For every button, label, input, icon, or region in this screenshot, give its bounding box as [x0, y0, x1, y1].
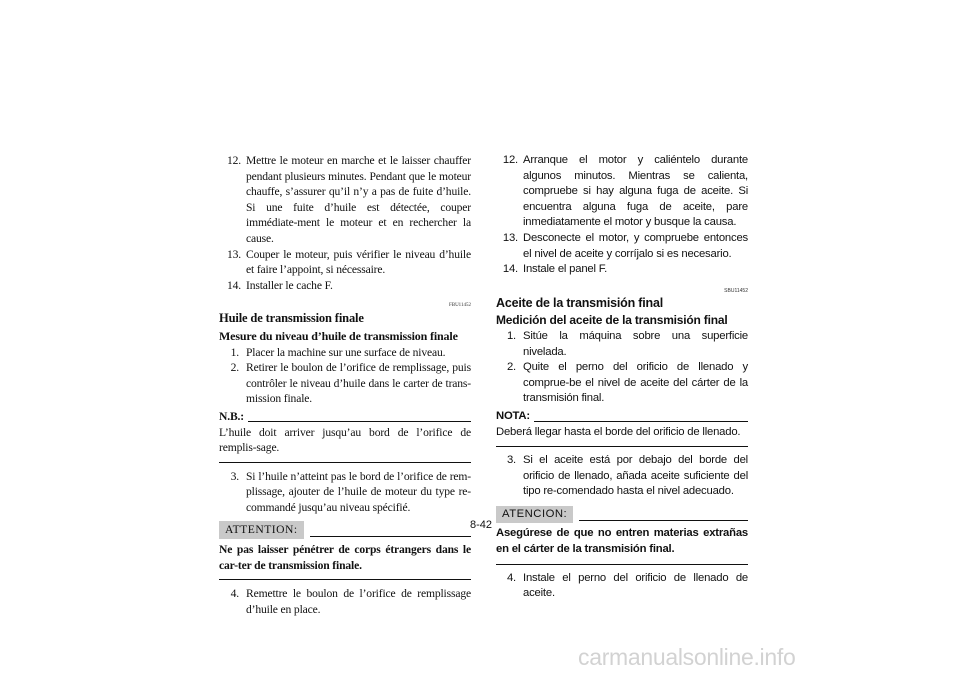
- step-text: Placer la machine sur une surface de niveau.: [246, 345, 446, 359]
- step-text: Sitúe la máquina sobre una superficie nivelada.: [523, 329, 748, 358]
- warning-rule: [310, 536, 471, 537]
- step-text: Si l’huile n’atteint pas le bord de l’orifice de rem-plissage, ajouter de l’huile de moteur du type re-commandé jusqu’au niveau spécifié.: [246, 469, 471, 514]
- step-number: 12.: [502, 154, 518, 166]
- section-code: SBU11452: [724, 287, 748, 294]
- es-substep-1: [496, 329, 748, 360]
- step-number: 1.: [506, 329, 516, 342]
- es-substep-2: [496, 360, 748, 407]
- step-text: Desconecte el motor, y compruebe entonces el nivel de aceite y corríjalo si es necesario.: [523, 231, 748, 260]
- fr-step-12: [219, 153, 471, 247]
- fr-substep-4: [219, 586, 471, 617]
- step-number: 3.: [230, 469, 239, 483]
- warning-text: Asegúrese de que no entren materias extrañas en el cárter de la transmisión final.: [496, 527, 748, 556]
- warning-rule: [579, 520, 748, 521]
- note-label: NOTA:: [496, 409, 530, 422]
- step-number: 12.: [226, 154, 241, 167]
- es-step-14: [496, 262, 748, 278]
- step-number: 14.: [502, 263, 518, 276]
- section-code: FBU11452: [448, 303, 471, 309]
- es-step-13: [496, 231, 748, 262]
- note-header: [219, 409, 471, 425]
- warning-header: [219, 521, 471, 539]
- es-step-12: [496, 153, 748, 231]
- note-rule: [534, 421, 748, 422]
- divider: [219, 579, 471, 580]
- french-column: [219, 153, 471, 617]
- step-number: 4.: [230, 587, 239, 601]
- section-subtitle: Mesure du niveau d’huile de transmission finale: [219, 328, 458, 343]
- section-title: Huile de transmission finale: [219, 311, 364, 326]
- divider: [496, 446, 748, 447]
- fr-step-13: [219, 247, 471, 278]
- step-text: Remettre le boulon de l’orifice de remplissage d’huile en place.: [246, 587, 471, 616]
- step-text: Couper le moteur, puis vérifier le niveau d’huile et faire l’appoint, si nécessaire.: [246, 247, 471, 277]
- watermark: carmanualsonline.info: [578, 644, 796, 670]
- divider: [219, 462, 471, 463]
- fr-substeps: [219, 345, 471, 407]
- note-text: L’huile doit arriver jusqu’au bord de l’orifice de remplis-sage.: [219, 425, 471, 455]
- note-text: Deberá llegar hasta el borde del orificio de llenado.: [496, 425, 741, 438]
- fr-step-14: [219, 278, 471, 294]
- step-text: Retirer le boulon de l’orifice de remplissage, puis contrôler le niveau d’huile dans le carter de trans-mission finale.: [246, 361, 471, 406]
- es-substep-3: [496, 453, 748, 500]
- step-number: 1.: [230, 345, 239, 359]
- fr-substep-2: [219, 360, 471, 407]
- step-number: 14.: [226, 278, 241, 292]
- step-text: Instale el panel F.: [523, 263, 608, 276]
- step-text: Installer le cache F.: [246, 278, 333, 292]
- step-number: 13.: [226, 247, 241, 261]
- page-number: 8-42: [470, 519, 493, 531]
- warning-label: ATENCION:: [496, 506, 573, 524]
- spanish-column: [496, 153, 748, 602]
- step-text: Si el aceite está por debajo del borde del orificio de llenado, añada aceite suficiente del tipo re-comendado hasta el nivel adecuado.: [523, 454, 748, 498]
- fr-substep-3-wrap: [219, 469, 471, 516]
- step-number: 4.: [506, 571, 516, 584]
- warning-text: Ne pas laisser pénétrer de corps étrangers dans le car-ter de transmission finale.: [219, 543, 471, 572]
- es-substep-4: [496, 571, 748, 602]
- fr-substep-3: [219, 469, 471, 516]
- step-number: 3.: [506, 454, 516, 467]
- section-subtitle: Medición del aceite de la transmisión final: [496, 313, 728, 328]
- step-text: Quite el perno del orificio de llenado y comprue-be el nivel de aceite del cárter de la transmisión final.: [523, 361, 748, 405]
- step-text: Instale el perno del orificio de llenado de aceite.: [523, 571, 748, 600]
- step-number: 2.: [230, 361, 239, 375]
- es-substep-3-wrap: [496, 453, 748, 500]
- note-rule: [248, 421, 471, 422]
- warning-label: ATTENTION:: [219, 521, 304, 539]
- es-substep-4-wrap: [496, 571, 748, 602]
- step-text: Arranque el motor y caliéntelo durante algunos minutos. Mientras se calienta, compruebe si hay alguna fuga de aceite. Si encuentra alguna fuga de aceite, pare inmediatamente el motor y busque la causa.: [523, 154, 748, 229]
- note-header: [496, 409, 748, 425]
- step-number: 13.: [502, 231, 518, 244]
- warning-header: [496, 506, 748, 524]
- es-substeps: [496, 329, 748, 407]
- fr-substep-4-wrap: [219, 586, 471, 617]
- note-label: N.B.:: [219, 409, 245, 423]
- fr-substep-1: [219, 345, 471, 361]
- step-text: Mettre le moteur en marche et le laisser chauffer pendant plusieurs minutes. Pendant que le moteur chauffe, s’assurer qu’il n’y a pas de fuite d’huile. Si une fuite d’huile est détectée, couper immédiate-ment le moteur et en rechercher la cause.: [246, 154, 471, 245]
- divider: [496, 564, 748, 565]
- section-title: Aceite de la transmisión final: [496, 295, 663, 310]
- step-number: 2.: [506, 361, 516, 374]
